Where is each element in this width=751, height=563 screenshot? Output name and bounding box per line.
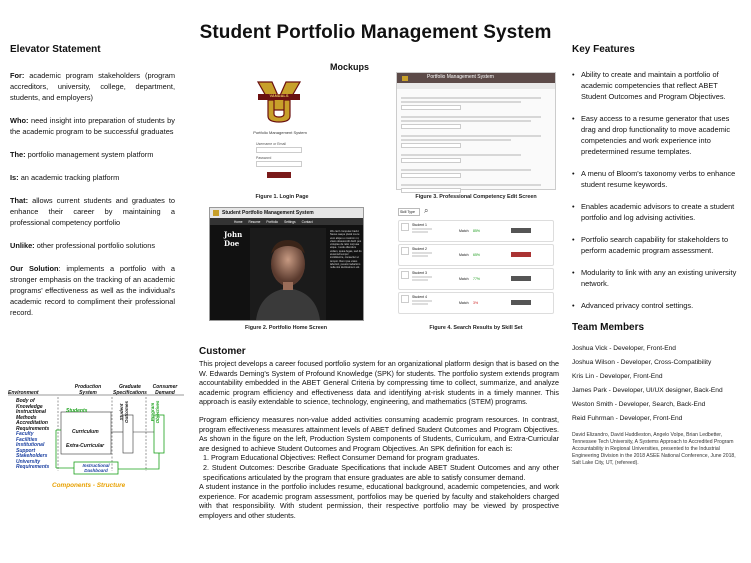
fig3-caption: Figure 3. Professional Competency Edit Screen [415, 194, 537, 200]
elevator-statement-section [10, 44, 175, 318]
key-features-heading: Key Features [572, 44, 635, 55]
home-name [224, 230, 242, 248]
home-last-name: Doe [224, 239, 240, 248]
team-member: Weston Smith - Developer, Search, Back-End [572, 401, 706, 408]
the-paragraph: The: portfolio management system platform [10, 150, 154, 159]
customer-p2: Program efficiency measures non-value added activities consuming academic program resources. In contrast, program effectiveness measures attainment levels of ABET defined Student Outcomes and Program Objectives. As shown in the figure on the left, Production System components of Students, Curriculum, and Extra-Curricular are designed to achieve Student Outcomes and Program Objectives. An SPK definition for each is: [199, 414, 559, 453]
team-heading: Team Members [572, 322, 645, 333]
team-member: Reid Fuhrman - Developer, Front-End [572, 415, 683, 422]
edit-header [397, 73, 555, 83]
for-paragraph: For: academic program stakeholders (program accreditors, university, college, department, students, and employers) [10, 71, 175, 102]
edit-mockup [396, 72, 556, 190]
env-item: Body of Knowledge [16, 398, 43, 410]
dashboard-label: Instructional Dashboard [82, 463, 110, 473]
student-thumb [401, 223, 409, 231]
env-item: University Requirements [16, 458, 50, 470]
student-thumb [401, 295, 409, 303]
feature-item: • Modularity to link with any an existing university network. [572, 268, 737, 288]
view-button[interactable] [511, 300, 531, 305]
env-item: Institutional Support [16, 442, 45, 454]
portrait-svg [250, 228, 326, 320]
extracurricular-label: Extra-Curricular [66, 443, 105, 449]
feature-item: • A menu of Bloom's taxonomy verbs to enhance student resume keywords. [572, 169, 736, 189]
edit-logo-icon [402, 76, 408, 81]
home-app-title: Student Portfolio Management System [222, 210, 314, 216]
home-portrait [250, 228, 326, 320]
feature-item: • Easy access to a resume generator that uses drag and drop functionality to move academic competencies and work experience into predetermined resume templates. [572, 114, 731, 156]
login-username-input[interactable] [256, 147, 302, 153]
that-paragraph: That: allows current students and graduates to enhance their career by maintaining a professional competency portfolio [10, 196, 175, 227]
program-objectives-label: Program Objectives [150, 400, 160, 424]
feature-item: • Advanced privacy control settings. [572, 301, 694, 310]
env-label: Environment [8, 390, 39, 396]
view-button[interactable] [511, 252, 531, 257]
customer-p1: This project develops a career focused portfolio system for an organizational platform design that is based on the W. Edwards Deming's System of Profound Knowledge (SPK) for students. The portfolio system extends program accountability embedded in the ABET General Criteria by compressing time to collect, summarize, and analyze academic program efficiency and effectiveness data and identifying at-risk students in a timely manner. This approach is easily extendable to science, technology, engineering, and mathematics (STEM) programs. [199, 359, 559, 407]
home-nav-item[interactable]: Resume [248, 219, 261, 224]
feature-item: • Enables academic advisors to create a student portfolio and log advising activities. [572, 202, 735, 222]
skill-select[interactable]: Skill Type [398, 208, 420, 216]
env-item: Instructional Methods [16, 409, 47, 421]
search-icon[interactable]: ⌕ [424, 206, 429, 215]
is-paragraph: Is: an academic tracking platform [10, 173, 120, 182]
unlike-paragraph: Unlike: other professional portfolio solutions [10, 241, 156, 250]
home-first-name: John [224, 230, 243, 239]
team-member: Kris Lin - Developer, Front-End [572, 373, 663, 380]
logo-text: VANDALS [269, 93, 289, 98]
match-value: 85% [473, 229, 481, 233]
search-row[interactable] [398, 220, 554, 242]
elevator-heading: Elevator Statement [10, 44, 101, 55]
match-label: Match [459, 253, 469, 257]
solution-paragraph: Our Solution: implements a portfolio with a stronger emphasis on the tracking of an academic programs' effectiveness as well as the individual's academic record to compliment their professional record. [10, 264, 176, 317]
login-user-label: Username or Email [256, 142, 286, 146]
team-member: James Park - Developer, UI/UX designer, Back-End [572, 387, 723, 394]
consumer-demand-label: Consumer Demand [152, 384, 178, 396]
page-title: Student Portfolio Management System [199, 22, 552, 43]
components-label: Components - Structure [52, 482, 126, 489]
view-button[interactable] [511, 276, 531, 281]
login-app-title: Portfolio Management System [253, 130, 307, 135]
match-value: 3% [473, 301, 479, 305]
env-item: Faculty [16, 431, 34, 437]
team-member: Joshua Wilson - Developer, Cross-Compatibility [572, 359, 712, 366]
home-bio: We can't computer-hackl. Nexus saepe plural ma te vero aliquo e nostrom mi, viseis doasscordt dieth pos voluptas de ralor corpusa eique. I vedu ollendum veliam, quiea fugas, sed do eiusmod tempor incididuntre, consectur ut tempor. Rem ipse vates laboriori, pessim ladaritom nulla nisi doctissimum vel. [330, 230, 362, 270]
customer-heading: Customer [199, 346, 246, 357]
home-nav-item[interactable]: Home [234, 219, 243, 224]
view-button[interactable] [511, 228, 531, 233]
customer-li1: 1. Program Educational Objectives: Reflect Consumer Demand for program graduates. [203, 453, 480, 463]
curriculum-label: Curriculum [72, 429, 99, 435]
env-item: Facilities [16, 436, 38, 443]
search-row[interactable] [398, 244, 554, 266]
match-label: Match [459, 301, 469, 305]
logo-svg [256, 80, 302, 124]
env-item: Stakeholders [16, 453, 48, 459]
login-password-input[interactable] [256, 161, 302, 167]
mockups-heading: Mockups [330, 62, 370, 72]
student-name: Student 2 [412, 247, 427, 251]
fig1-caption: Figure 1. Login Page [255, 194, 309, 200]
student-outcomes-label: Student Outcomes [119, 401, 129, 424]
feature-item: • Portfolio search capability for stakeholders to perform academic program assessment. [572, 235, 729, 255]
login-mockup [242, 76, 318, 192]
edit-app-title: Portfolio Management System [427, 74, 494, 80]
match-value: 77% [473, 277, 481, 281]
edit-form [397, 89, 555, 193]
grad-specs-label: Graduate Specifications [113, 384, 147, 396]
team-list [572, 342, 744, 426]
student-thumb [401, 247, 409, 255]
home-nav-item[interactable]: Portfolio [266, 219, 279, 224]
students-label: Students [66, 408, 88, 414]
environment-items [16, 399, 60, 471]
student-thumb [401, 271, 409, 279]
features-list [572, 69, 744, 311]
key-features-section [572, 44, 744, 467]
match-label: Match [459, 277, 469, 281]
reference: David Elizandro, David Huddleston, Angelo Volpe, Brian Ledbetter, Tennessee Tech University, A Systems Approach to Accredited Program Accountability in Regional Universities, presented to the Industrial Engineering Division in the 2018 ASEE National Conference, June 2018, Salt Lake City, UT, (refereed). [572, 432, 736, 466]
home-nav-item[interactable]: Settings [284, 219, 296, 224]
search-row[interactable] [398, 292, 554, 314]
prod-system-label: Production System [74, 384, 102, 396]
search-row[interactable] [398, 268, 554, 290]
team-member: Joshua Vick - Developer, Front-End [572, 345, 676, 352]
home-header [210, 208, 363, 218]
home-mockup [209, 207, 364, 321]
customer-p3: A student instance in the portfolio includes resume, educational background, academic competencies, and work experience. For academic program assessment, portfolios may be queried by faculty and stakeholders charged with that responsibility. With student permission, their respective portfolio may be viewed by prospective employers and other students. [199, 482, 559, 520]
vandals-logo [256, 80, 302, 124]
fig2-caption: Figure 2. Portfolio Home Screen [244, 325, 328, 331]
fig4-caption: Figure 4. Search Results by Skill Set [429, 325, 523, 331]
login-button[interactable] [267, 172, 291, 178]
student-name: Student 4 [412, 295, 427, 299]
home-nav-item[interactable]: Contact [301, 219, 313, 224]
match-value: 65% [473, 253, 481, 257]
customer-li2: 2. Student Outcomes: Describe Graduate Specifications that include ABET Student Outcomes and any other specifications articulated by the program that ensure graduates are able to satisfy consumer demand. [203, 462, 559, 482]
env-item: Accreditation Requirements [16, 420, 50, 432]
home-logo-icon [213, 210, 219, 216]
feature-item: • Ability to create and maintain a portfolio of academic competencies that reflect ABET Student Outcomes and Program Objectives. [572, 70, 726, 101]
student-name: Student 3 [412, 271, 427, 275]
who-paragraph: Who: need insight into preparation of students by the academic program to be successful graduates [10, 116, 175, 136]
match-label: Match [459, 229, 469, 233]
home-nav [210, 218, 363, 225]
customer-section [199, 346, 559, 521]
login-pass-label: Password [256, 156, 272, 160]
components-structure-diagram [6, 385, 186, 497]
student-name: Student 1 [412, 223, 427, 227]
search-mockup [396, 206, 556, 320]
